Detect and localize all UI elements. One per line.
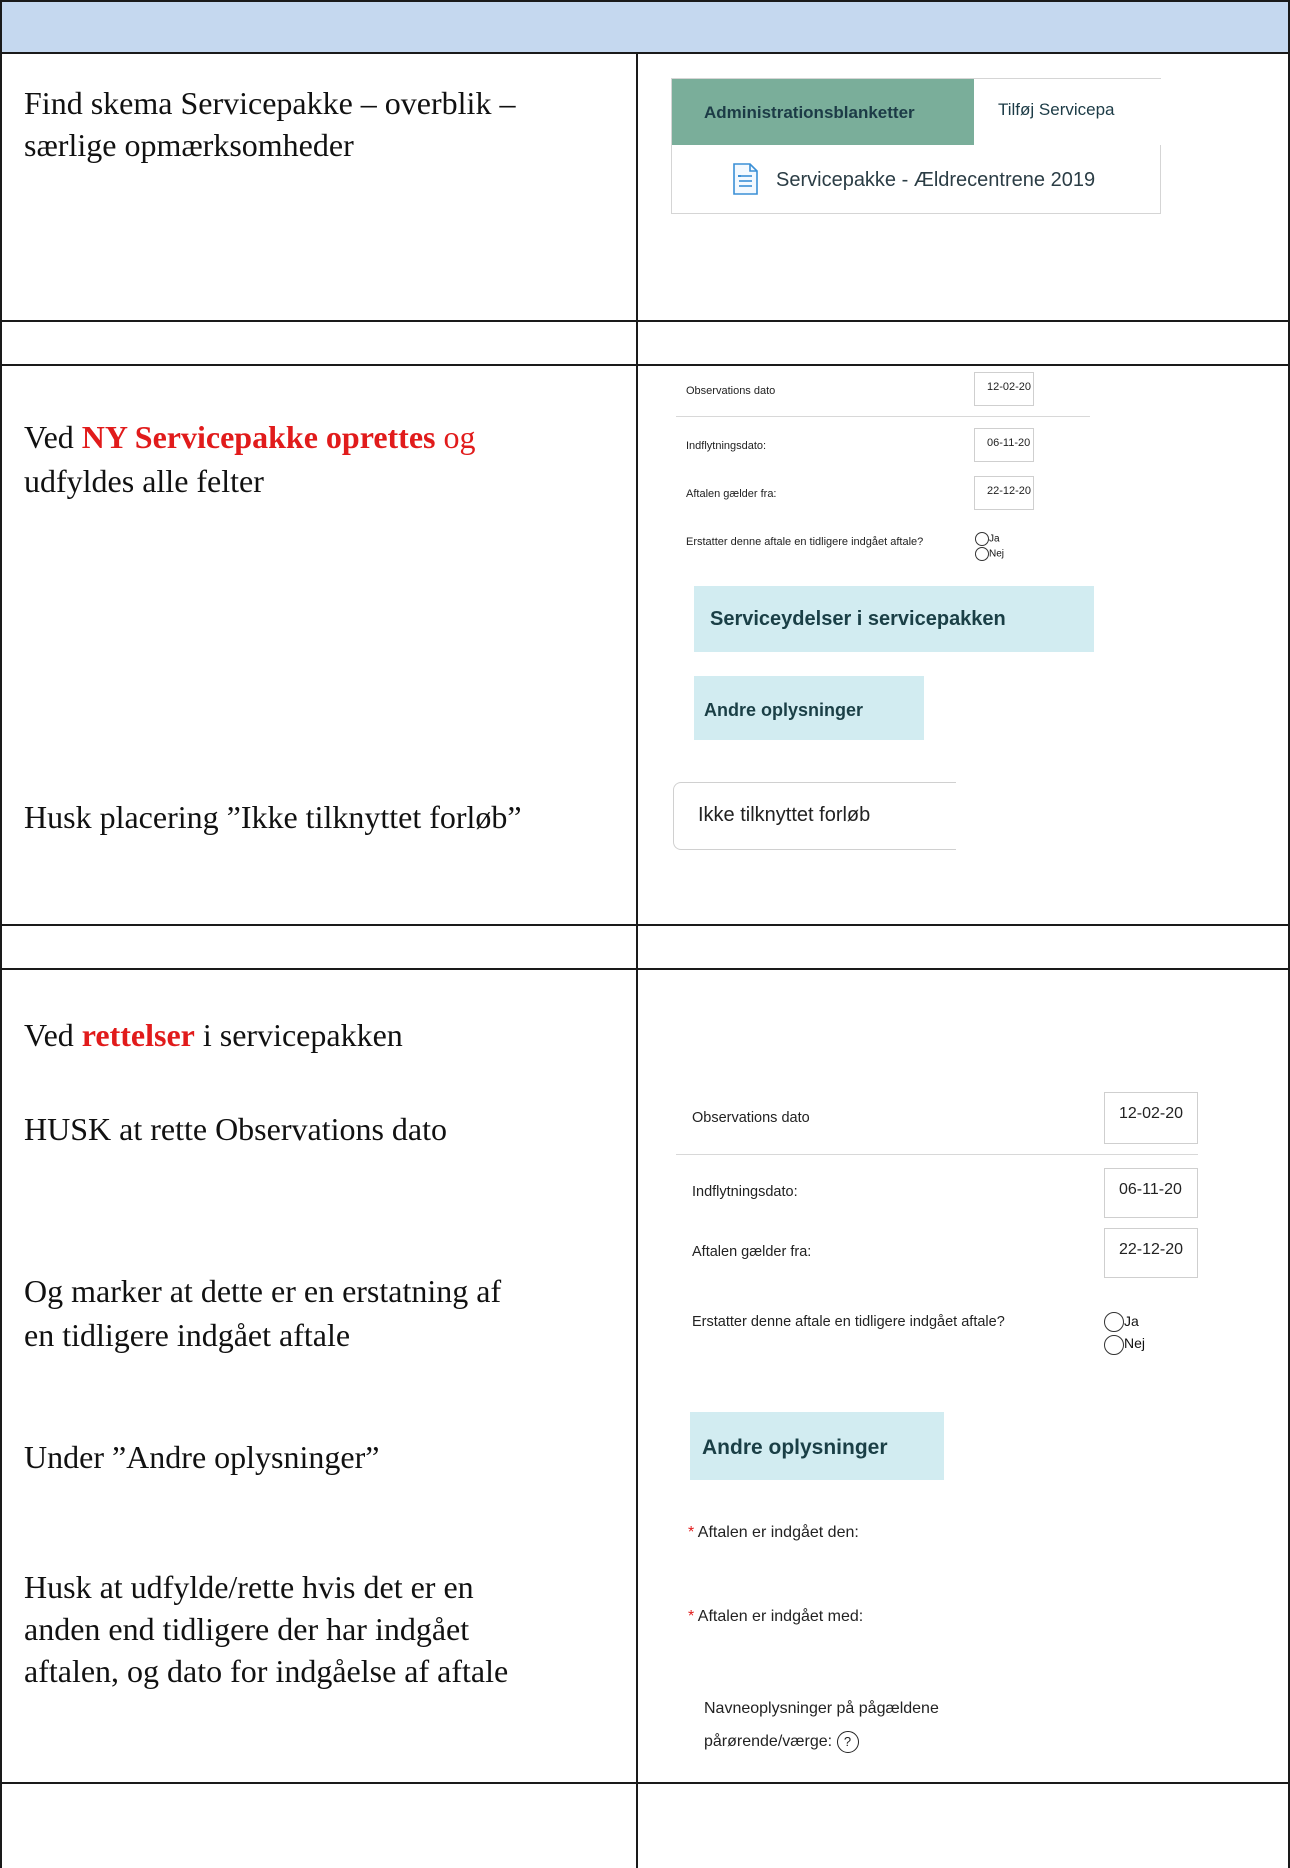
radio-nej-circle[interactable] xyxy=(975,547,989,561)
navneoplysninger-line2-text: pårørende/værge: xyxy=(704,1733,833,1750)
indflytningsdato-label: Indflytningsdato: xyxy=(686,440,767,452)
indflytningsdato-label: Indflytningsdato: xyxy=(692,1184,798,1200)
table-header-row xyxy=(0,0,1290,54)
ikke-tilknyttet-forloeb-selector[interactable]: Ikke tilknyttet forløb xyxy=(673,782,956,850)
serviceydelser-section-button[interactable]: Serviceydelser i servicepakken xyxy=(694,586,1094,652)
radio-ja-label: Ja xyxy=(989,533,1000,545)
radio-nej[interactable] xyxy=(975,547,1004,562)
radio-nej-label: Nej xyxy=(1124,1335,1146,1352)
radio-nej-circle[interactable] xyxy=(1104,1335,1124,1355)
observations-dato-label: Observations dato xyxy=(692,1110,810,1126)
aftalen-gaelder-fra-label: Aftalen gælder fra: xyxy=(686,488,777,500)
radio-ja-label: Ja xyxy=(1124,1313,1139,1329)
observations-dato-input[interactable]: 12-02-20 xyxy=(1104,1092,1198,1144)
rettelse-form-fields xyxy=(672,1088,1198,1378)
empty-cell xyxy=(2,926,638,968)
divider xyxy=(676,416,1090,417)
radio-ja[interactable] xyxy=(975,532,1004,547)
ny-servicepakke-highlight: NY Servicepakke oprettes xyxy=(81,419,436,455)
radio-ja-circle[interactable] xyxy=(975,532,989,546)
servicepakke-form-item[interactable] xyxy=(672,145,1162,215)
empty-cell xyxy=(638,926,1288,968)
text-prefix: Ved xyxy=(24,1017,82,1053)
indflytningsdato-input[interactable]: 06-11-20 xyxy=(974,428,1034,462)
empty-cell xyxy=(638,1784,1288,1868)
navneoplysninger-line2 xyxy=(704,1725,939,1758)
husk-udfylde-line3: aftalen, og dato for indgåelse af aftale xyxy=(24,1653,509,1689)
text-prefix: Ved xyxy=(24,419,82,455)
form-document-icon xyxy=(732,163,758,195)
ny-servicepakke-text xyxy=(24,416,475,458)
required-marker: * xyxy=(688,1524,695,1541)
table-spacer-row xyxy=(0,1784,1290,1868)
find-skema-text: Find skema Servicepakke – overblik – særlige opmærksomheder xyxy=(24,85,516,163)
instruction-cell xyxy=(2,366,638,924)
tab-tilfoej-servicepakke[interactable]: Tilføj Servicepa xyxy=(974,79,1162,145)
radio-nej[interactable] xyxy=(1104,1332,1145,1354)
ved-rettelser-text xyxy=(24,1014,403,1056)
indflytningsdato-input[interactable]: 06-11-20 xyxy=(1104,1168,1198,1218)
ny-form-fields xyxy=(672,370,1092,570)
erstatter-radio-group xyxy=(975,532,1004,561)
divider xyxy=(676,1154,1198,1155)
husk-udfylde-line2: anden end tidligere der har indgået xyxy=(24,1611,470,1647)
table-spacer-row xyxy=(0,322,1290,366)
navneoplysninger-label xyxy=(704,1692,939,1758)
table-spacer-row xyxy=(0,926,1290,970)
erstatter-label: Erstatter denne aftale en tidligere indgået aftale? xyxy=(692,1314,1005,1330)
help-icon[interactable]: ? xyxy=(837,1731,859,1753)
udfyldes-text: udfyldes alle felter xyxy=(24,463,264,499)
admin-forms-panel xyxy=(671,78,1161,214)
observations-dato-label: Observations dato xyxy=(686,385,776,397)
aftalen-indgaaet-den-label xyxy=(688,1524,859,1542)
aftalen-gaelder-fra-input[interactable]: 22-12-20 xyxy=(1104,1228,1198,1278)
navneoplysninger-line1: Navneoplysninger på pågældene xyxy=(704,1700,939,1717)
husk-udfylde-line1: Husk at udfylde/rette hvis det er en xyxy=(24,1569,474,1605)
aftalen-gaelder-fra-input[interactable]: 22-12-20 xyxy=(974,476,1034,510)
marker-text-line1: Og marker at dette er en erstatning af xyxy=(24,1273,502,1309)
radio-ja-circle[interactable] xyxy=(1104,1312,1124,1332)
servicepakke-item-label: Servicepakke - Ældrecentrene 2019 xyxy=(776,169,1096,191)
radio-ja[interactable] xyxy=(1104,1310,1145,1332)
aftalen-indgaaet-med-label xyxy=(688,1608,863,1626)
table-row-ny-servicepakke xyxy=(0,366,1290,926)
marker-text-line2: en tidligere indgået aftale xyxy=(24,1317,351,1353)
empty-cell xyxy=(638,322,1288,364)
instruction-cell xyxy=(2,54,638,320)
andre-oplysninger-button[interactable]: Andre oplysninger xyxy=(690,1412,944,1480)
observations-dato-input[interactable]: 12-02-20 xyxy=(974,372,1034,406)
andre-oplysninger-button[interactable]: Andre oplysninger xyxy=(694,676,924,740)
aftalen-gaelder-fra-label: Aftalen gælder fra: xyxy=(692,1244,812,1260)
radio-nej-label: Nej xyxy=(989,548,1005,560)
husk-obs-text: HUSK at rette Observations dato xyxy=(24,1111,448,1147)
empty-cell xyxy=(2,322,638,364)
instruction-cell xyxy=(2,970,638,1782)
text-og: og xyxy=(435,419,476,455)
indgaaet-med-text: Aftalen er indgået med: xyxy=(697,1608,864,1625)
erstatter-radio-group xyxy=(1104,1310,1145,1355)
empty-cell xyxy=(2,1784,638,1868)
indgaaet-den-text: Aftalen er indgået den: xyxy=(697,1524,859,1541)
under-andre-text: Under ”Andre oplysninger” xyxy=(24,1439,380,1475)
rettelser-highlight: rettelser xyxy=(81,1017,195,1053)
erstatter-label: Erstatter denne aftale en tidligere indgået aftale? xyxy=(686,536,924,548)
text-suffix: i servicepakken xyxy=(194,1017,403,1053)
required-marker: * xyxy=(688,1608,695,1625)
husk-placering-text: Husk placering ”Ikke tilknyttet forløb” xyxy=(24,799,522,835)
tab-administrationsblanketter[interactable]: Administrationsblanketter xyxy=(672,79,974,145)
